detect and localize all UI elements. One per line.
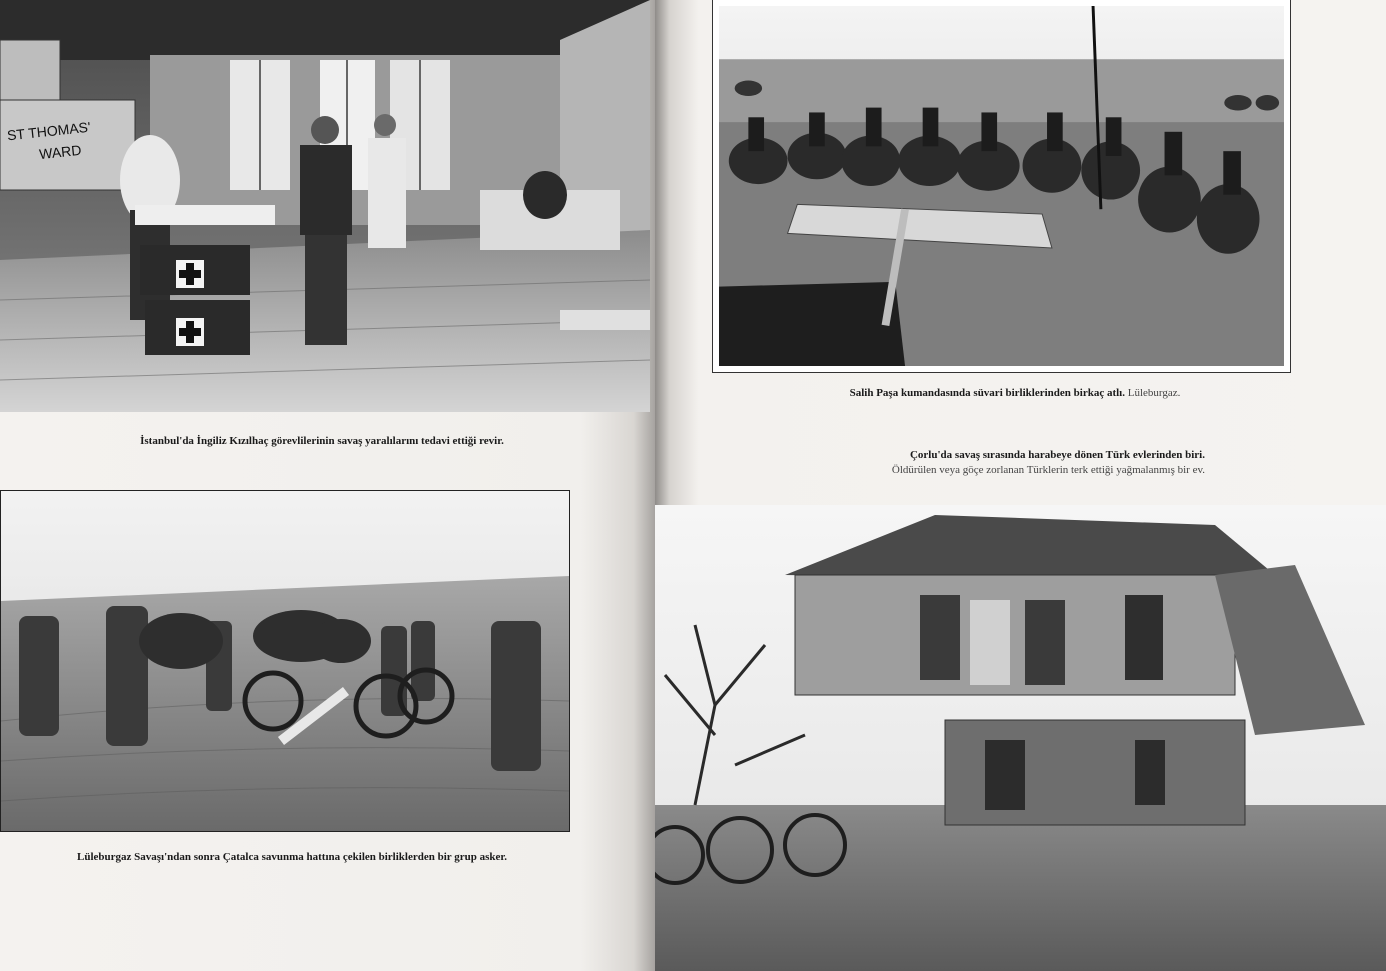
crate-label-line1: ST THOMAS' [6, 118, 92, 144]
right-page [655, 0, 1386, 971]
left-page [0, 0, 660, 971]
caption-house-line2: Öldürülen veya göçe zorlanan Türklerin terk ettiği yağmalanmış bir ev. [891, 464, 1205, 476]
caption-hospital: İstanbul'da İngiliz Kızılhaç görevlilerinin savaş yaralılarını tedavi ettiği revir. [140, 435, 504, 447]
caption-cavalry-bold: Salih Paşa kumandasında süvari birliklerinden birkaç atlı. [849, 387, 1125, 399]
caption-soldiers: Lüleburgaz Savaşı'ndan sonra Çatalca savunma hattına çekilen birliklerden bir grup asker. [77, 851, 507, 863]
ruined-house-photo [655, 505, 1386, 971]
cavalry-photo [713, 0, 1290, 372]
caption-cavalry-place: Lüleburgaz. [1127, 387, 1181, 399]
crate-label-line2: WARD [38, 141, 83, 163]
caption-cavalry [795, 386, 1235, 401]
caption-house [805, 448, 1205, 478]
caption-house-line1: Çorlu'da savaş sırasında harabeye dönen Türk evlerinden biri. [909, 449, 1205, 461]
retreating-soldiers-photo [0, 490, 570, 832]
hospital-ward-photo [0, 0, 650, 412]
